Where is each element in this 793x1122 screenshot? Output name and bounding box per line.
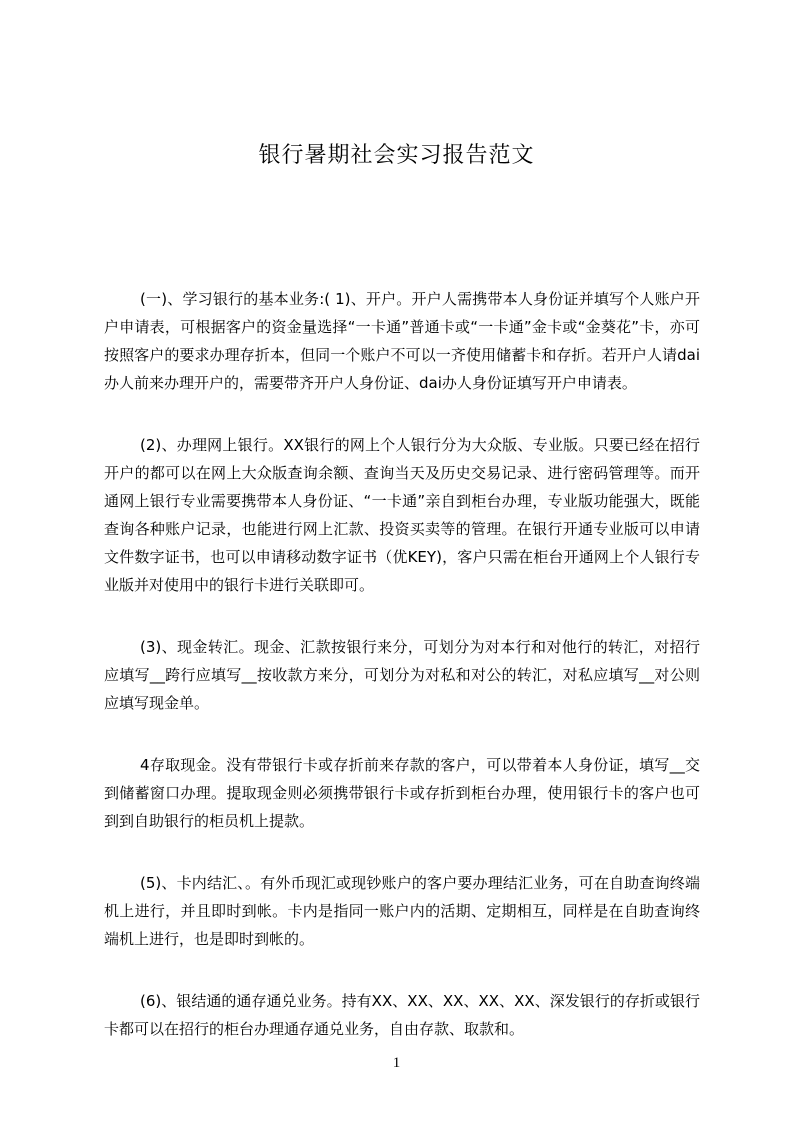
paragraph-cash-transfer: (3)、现金转汇。现金、汇款按银行来分，可划分为对本行和对他行的转汇，对招行应填写__跨行应填写__按收款方来分，可划分为对私和对公的转汇，对私应填写__对公则应填写现金单。: [104, 638, 700, 712]
paragraph-open-account: (一)、学习银行的基本业务:( 1)、开户。开户人需携带本人身份证并填写个人账户开户申请表，可根据客户的资金量选择“一卡通”普通卡或“一卡通”金卡或“金葵花”卡，亦可按照客户的要求办理存折本，但同一个账户不可以一齐使用储蓄卡和存折。若开户人请dai办人前来办理开户的，需要带齐开户人身份证、dai办人身份证填写开户申请表。: [104, 290, 700, 392]
paragraph-online-banking: (2)、办理网上银行。XX银行的网上个人银行分为大众版、专业版。只要已经在招行开户的都可以在网上大众版查询余额、查询当天及历史交易记录、进行密码管理等。而开通网上银行专业需要携带本人身份证、“一卡通”亲自到柜台办理，专业版功能强大，既能查询各种账户记录，也能进行网上汇款、投资买卖等的管理。在银行开通专业版可以申请文件数字证书，也可以申请移动数字证书（优KEY)，客户只需在柜台开通网上个人银行专业版并对使用中的银行卡进行关联即可。: [104, 436, 700, 594]
document-body: [104, 285, 700, 1077]
paragraph-card-exchange: (5)、卡内结汇、。有外币现汇或现钞账户的客户要办理结汇业务，可在自助查询终端机上进行，并且即时到帐。卡内是指同一账户内的活期、定期相互，同样是在自助查询终端机上进行，也是即时到帐的。: [104, 874, 700, 948]
paragraph-deposit-withdraw: 4存取现金。没有带银行卡或存折前来存款的客户，可以带着本人身份证，填写__交到储蓄窗口办理。提取现金则必须携带银行卡或存折到柜台办理，使用银行卡的客户也可到到自助银行的柜员机上提款。: [104, 756, 700, 830]
document-title: 银行暑期社会实习报告范文: [258, 143, 535, 168]
paragraph-universal-deposit: (6)、银结通的通存通兑业务。持有XX、XX、XX、XX、XX、深发银行的存折或银行卡都可以在招行的柜台办理通存通兑业务，自由存款、取款和。: [104, 992, 700, 1038]
page-number: 1: [392, 1055, 401, 1071]
